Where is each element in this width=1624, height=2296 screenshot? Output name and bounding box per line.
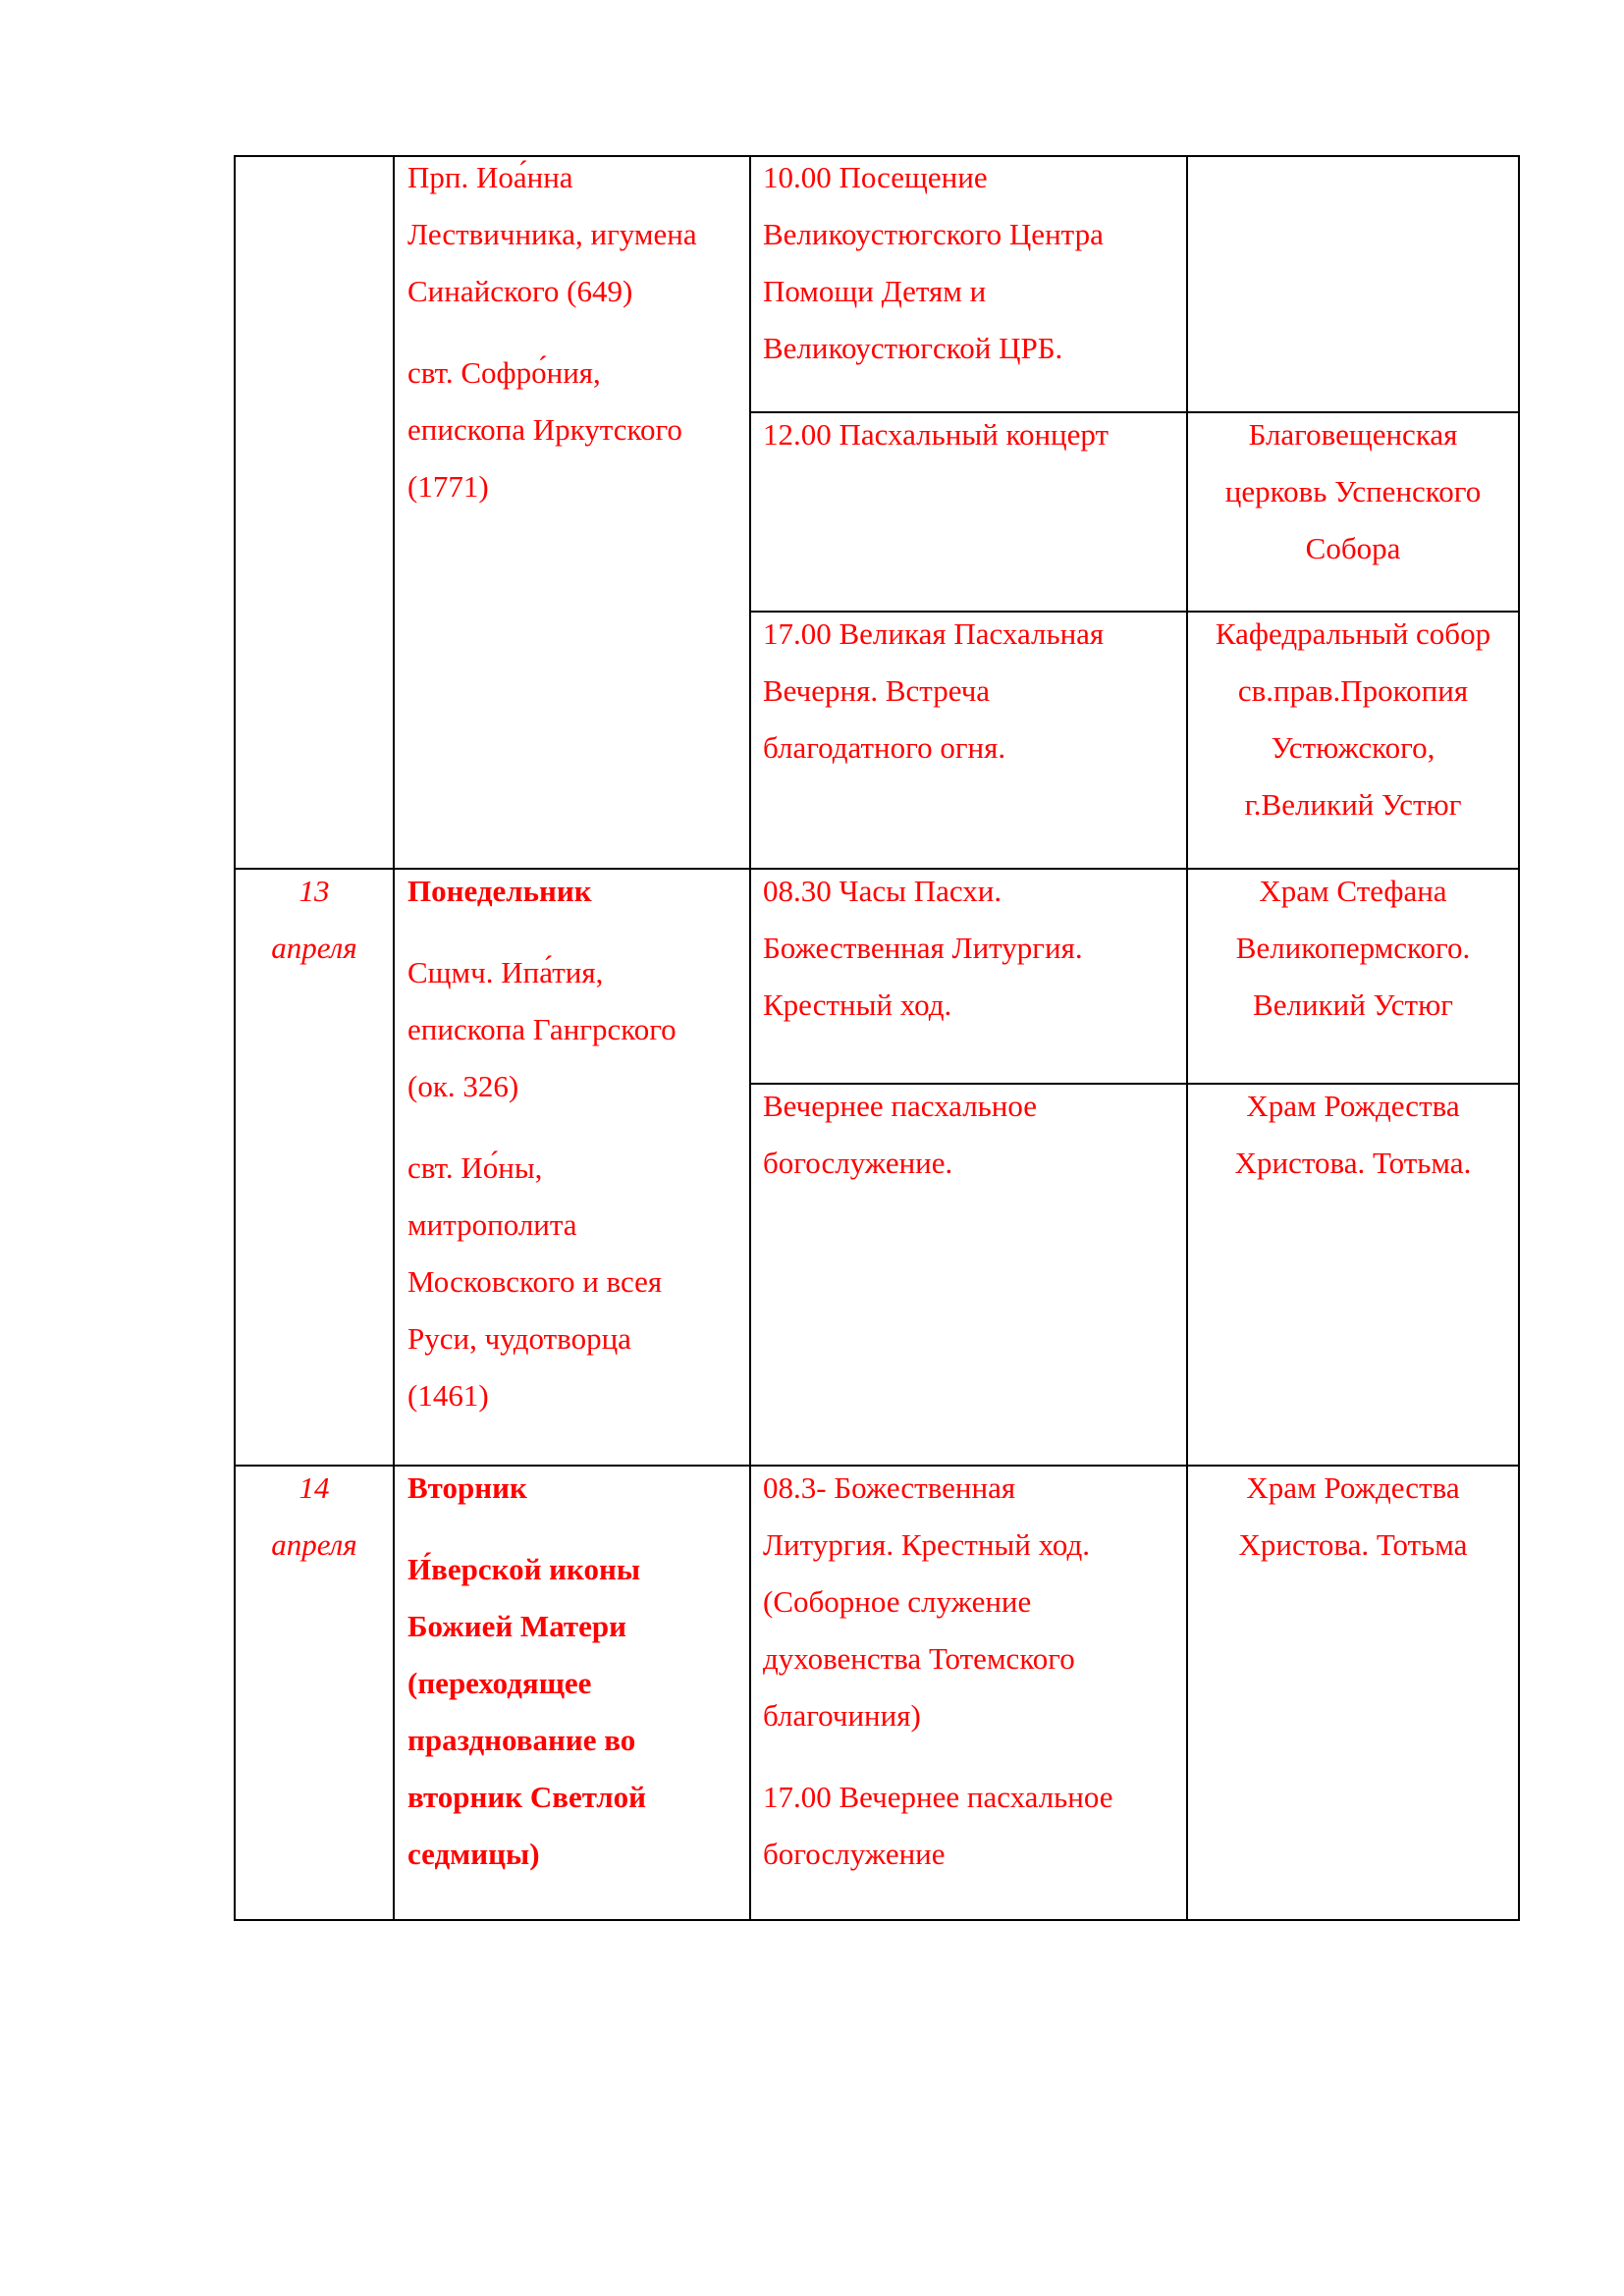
event-line: Вечернее пасхальное	[763, 1089, 1038, 1123]
place-line: Храм Стефана	[1259, 874, 1447, 908]
place-line: г.Великий Устюг	[1244, 787, 1462, 822]
event-line: Вечерня. Встреча	[763, 673, 991, 708]
row3-saints-cell	[407, 1460, 741, 1883]
saint-line: митрополита	[407, 1207, 577, 1242]
row2-event2-text	[763, 1078, 1180, 1192]
row1-event2-place	[1188, 406, 1518, 577]
date-day: 13	[298, 874, 330, 908]
place-line: Великий Устюг	[1253, 988, 1453, 1022]
event-line: 12.00 Пасхальный концерт	[763, 417, 1110, 452]
event-line: богослужение	[763, 1837, 946, 1871]
row2-event2-place	[1188, 1078, 1518, 1192]
event-line: 08.3- Божественная	[763, 1470, 1016, 1505]
event-line: Великоустюгского Центра	[763, 217, 1104, 251]
saint-line: (1461)	[407, 1378, 489, 1413]
place-line: св.прав.Прокопия	[1237, 673, 1469, 708]
feast-line: И́верской иконы	[407, 1552, 641, 1586]
place-line: Христова. Тотьма	[1238, 1527, 1468, 1562]
event-line: Божественная Литургия.	[763, 931, 1083, 965]
place-line: Христова. Тотьма.	[1234, 1146, 1472, 1180]
event-line: 08.30 Часы Пасхи.	[763, 874, 1002, 908]
row2-event1-text	[763, 863, 1180, 1034]
event-line: (Соборное служение	[763, 1584, 1032, 1619]
feast-line: седмицы)	[407, 1837, 540, 1871]
row2-date-cell	[236, 863, 393, 977]
event-line: Помощи Детям и	[763, 274, 987, 308]
row3-place	[1188, 1460, 1518, 1574]
border-col-4	[1518, 155, 1520, 1921]
feast-line: Божией Матери	[407, 1609, 626, 1643]
event-line: Литургия. Крестный ход.	[763, 1527, 1091, 1562]
feast-line: празднование во	[407, 1723, 636, 1757]
row3-date-cell	[236, 1460, 393, 1574]
event-line: благодатного огня.	[763, 730, 1006, 765]
place-line: Великопермского.	[1235, 931, 1471, 965]
row1-event1-text	[763, 149, 1180, 377]
row1-event2-text	[763, 406, 1180, 463]
saint-line: епископа Гангрского	[407, 1012, 677, 1046]
saint-line: Руси, чудотворца	[407, 1321, 631, 1356]
event-line: 17.00 Вечернее пасхальное	[763, 1780, 1113, 1814]
border-col-1	[393, 155, 395, 1921]
place-line: Собора	[1305, 531, 1401, 565]
weekday: Вторник	[407, 1470, 527, 1505]
saint-line: Московского и всея	[407, 1264, 663, 1299]
feast-line: (переходящее	[407, 1666, 592, 1700]
place-line: церковь Успенского	[1224, 474, 1482, 508]
event-line: Крестный ход.	[763, 988, 952, 1022]
event-line: 17.00 Великая Пасхальная	[763, 616, 1105, 651]
place-line: Благовещенская	[1248, 417, 1458, 452]
row1-event3-place	[1188, 606, 1518, 833]
place-line: Храм Рождества	[1246, 1470, 1460, 1505]
date-month: апреля	[271, 931, 357, 965]
saint-line: свт. Ио́ны,	[407, 1150, 543, 1185]
event-line: богослужение.	[763, 1146, 953, 1180]
date-day: 14	[298, 1470, 330, 1505]
place-line: Кафедральный собор	[1215, 616, 1491, 651]
saint-line: Сщмч. Ипа́тия,	[407, 955, 604, 989]
row2-saints-cell	[407, 863, 741, 1424]
border-col-0	[234, 155, 236, 1921]
event-line: духовенства Тотемского	[763, 1641, 1075, 1676]
place-line: Храм Рождества	[1246, 1089, 1460, 1123]
saint-line: Синайского (649)	[407, 274, 633, 308]
row1-event3-text	[763, 606, 1180, 776]
date-month: апреля	[271, 1527, 357, 1562]
row2-event1-place	[1188, 863, 1518, 1034]
event-line: Великоустюгской ЦРБ.	[763, 331, 1063, 365]
event-line: 10.00 Посещение	[763, 160, 988, 194]
saint-line: епископа Иркутского	[407, 412, 682, 447]
weekday: Понедельник	[407, 874, 592, 908]
saint-line: свт. Софро́ния,	[407, 355, 601, 390]
saint-line: Лествичника, игумена	[407, 217, 697, 251]
event-line: благочиния)	[763, 1698, 921, 1733]
saint-line: (1771)	[407, 469, 489, 504]
row3-events-text	[763, 1460, 1180, 1883]
saint-line: Прп. Иоа́нна	[407, 160, 573, 194]
feast-line: вторник Светлой	[407, 1780, 646, 1814]
border-col-2	[749, 155, 751, 1921]
saint-line: (ок. 326)	[407, 1069, 519, 1103]
place-line: Устюжского,	[1271, 730, 1435, 765]
border-bottom	[234, 1919, 1520, 1921]
row1-saints-cell	[407, 149, 741, 515]
